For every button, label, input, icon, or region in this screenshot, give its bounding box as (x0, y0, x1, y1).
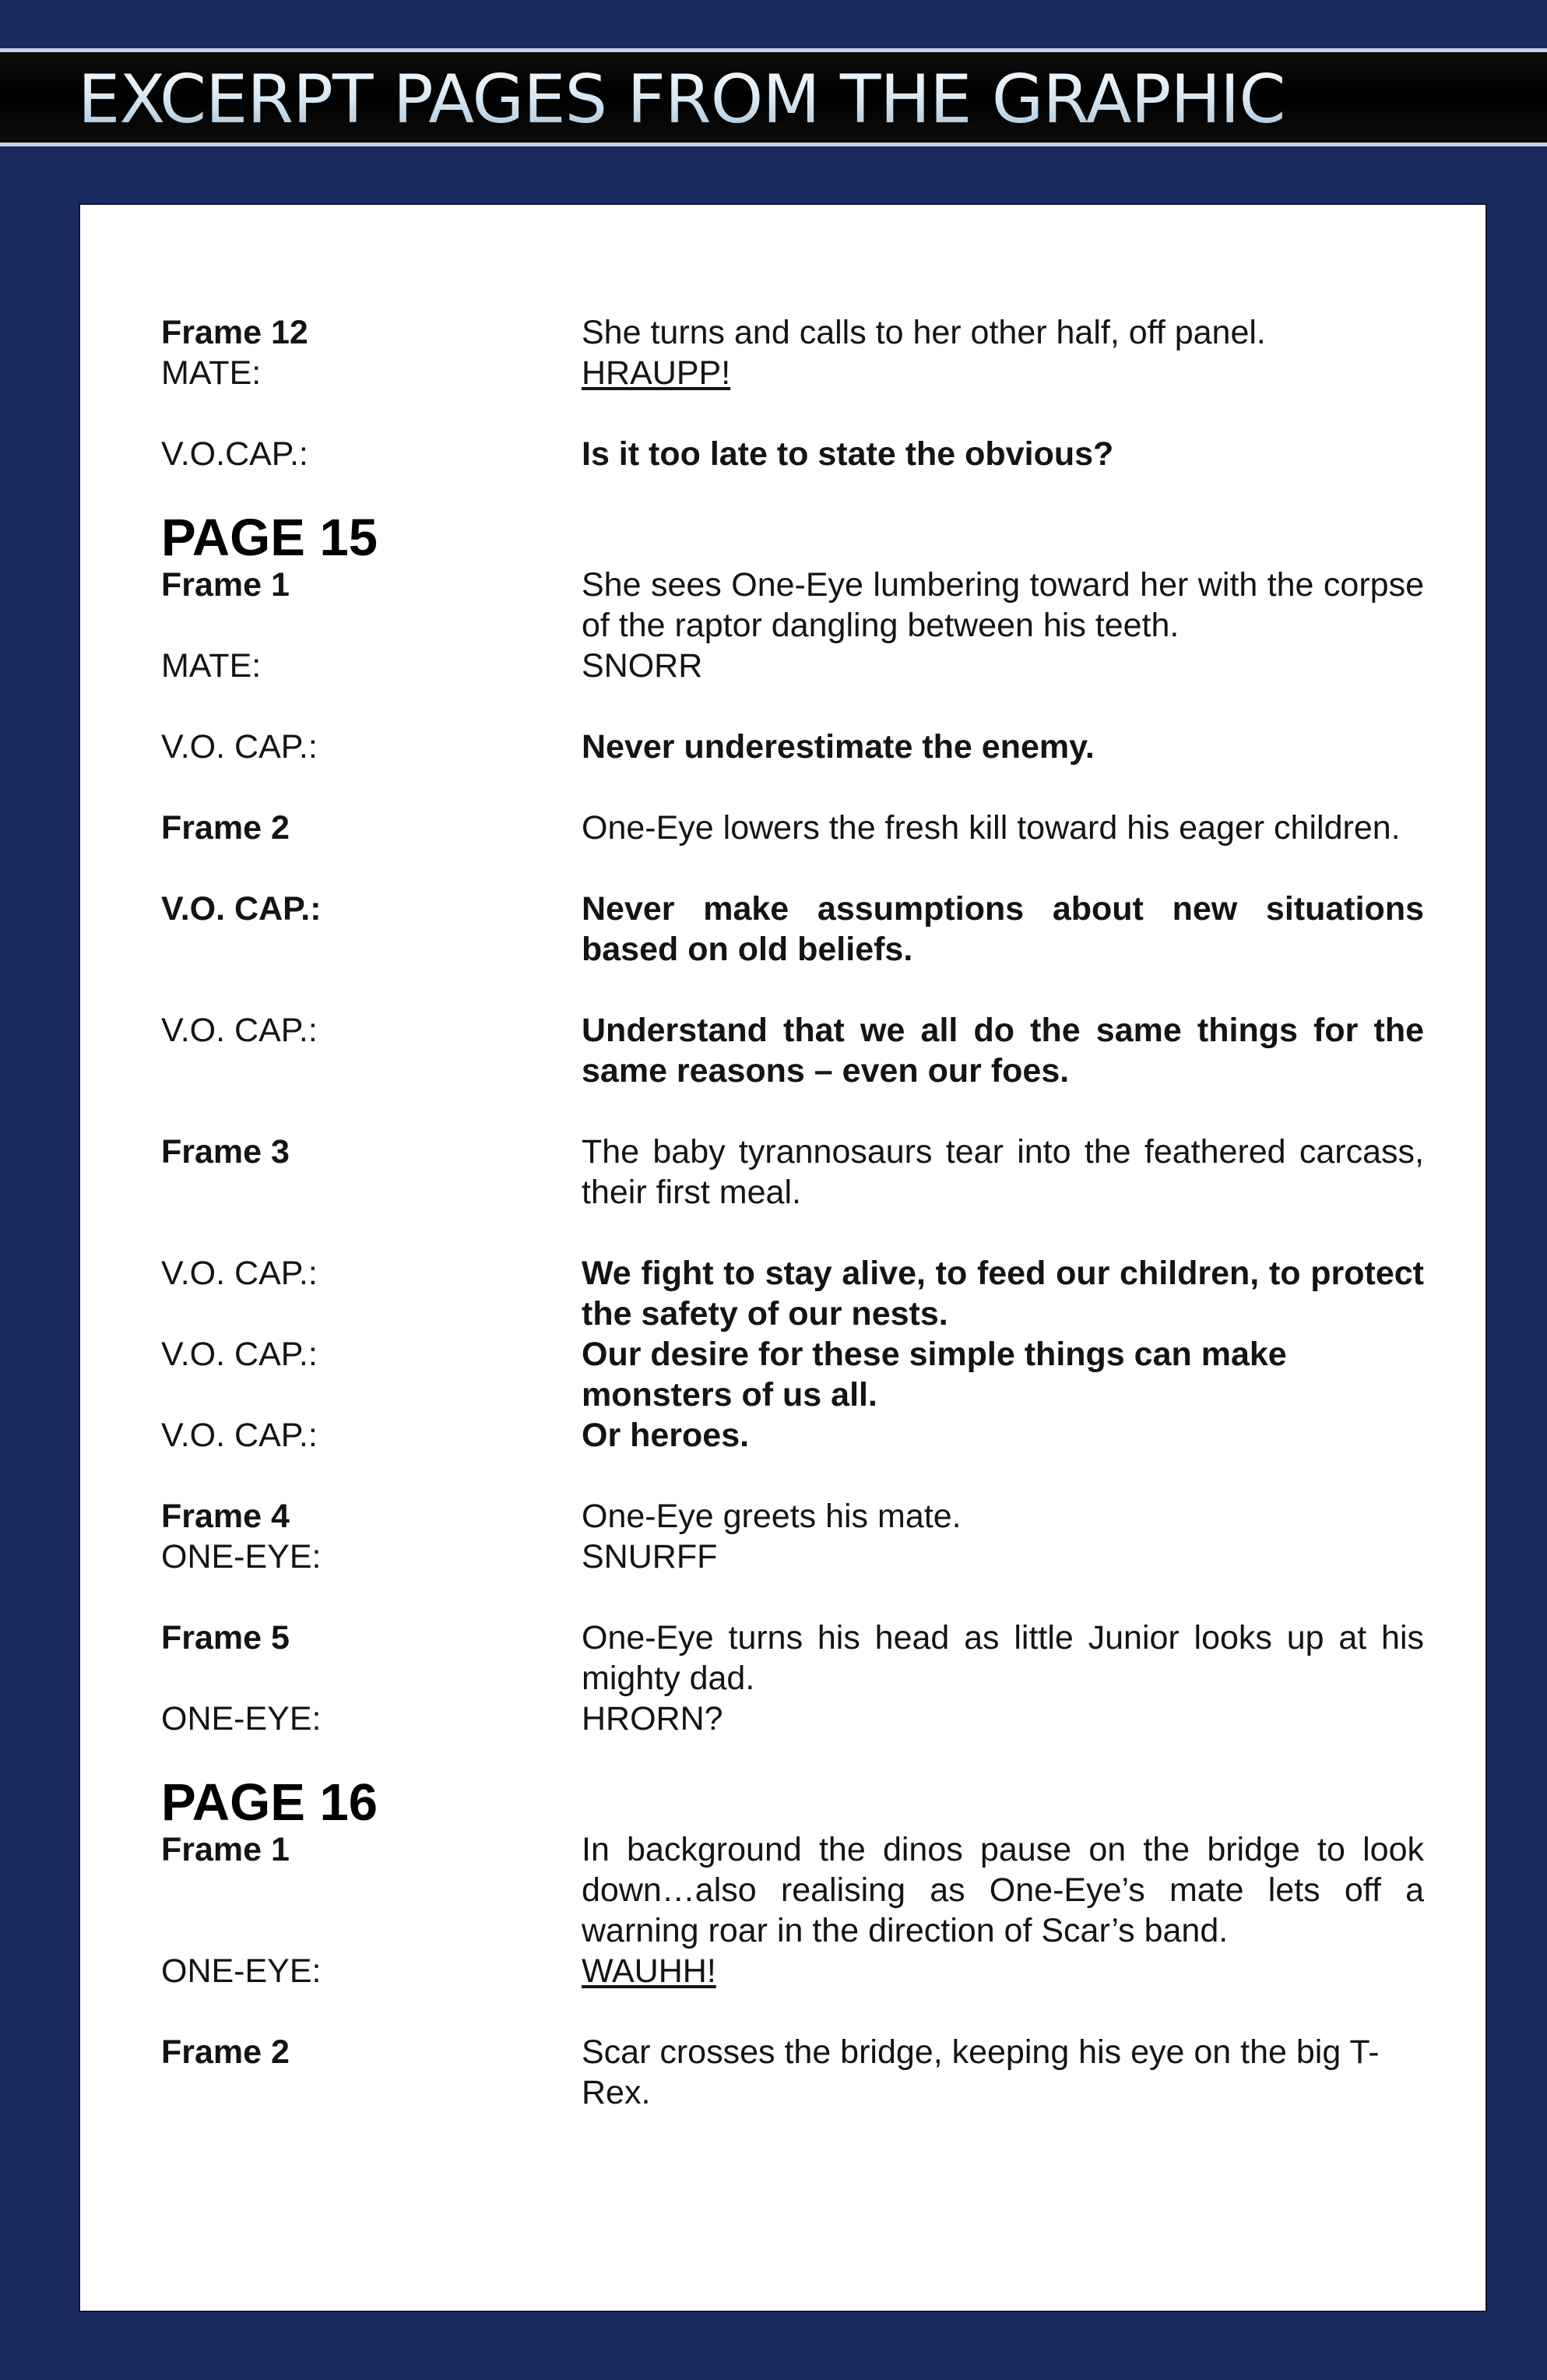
p15-frame-5-description: One-Eye turns his head as little Junior looks up at his mighty dad. (582, 1619, 1424, 1697)
p15-frame-3-row (161, 1132, 1424, 1213)
p15-vo-2-row (161, 889, 1424, 970)
p15-vo-6-row (161, 1415, 1424, 1456)
frame-12-label: Frame 12 (161, 314, 308, 351)
p15-frame-2-label: Frame 2 (161, 809, 290, 847)
p15-frame-1-label: Frame 1 (161, 566, 290, 604)
p15-vo-4-text: We fight to stay alive, to feed our children, to protect the safety of our nests. (582, 1255, 1424, 1333)
p15-one-eye-label-1: ONE-EYE: (161, 1538, 322, 1576)
p15-frame-5-label: Frame 5 (161, 1619, 290, 1656)
p15-mate-row (161, 646, 1424, 686)
frame-12-row (161, 312, 1424, 353)
p15-vo-6-text: Or heroes. (582, 1417, 750, 1454)
vo-caption-text: Is it too late to state the obvious? (582, 435, 1114, 473)
p15-mate-sound: SNORR (582, 647, 703, 685)
page-16-heading: PAGE 16 (161, 1773, 378, 1832)
p15-one-eye-label-2: ONE-EYE: (161, 1700, 322, 1737)
p15-one-eye-sound-1: SNURFF (582, 1538, 718, 1576)
p15-one-eye-row-1 (161, 1537, 1424, 1577)
mate-dialogue-row (161, 353, 1424, 393)
p16-one-eye-sound: WAUHH! (582, 1952, 716, 1990)
p16-one-eye-row (161, 1951, 1424, 1991)
p15-vo-6-label: V.O. CAP.: (161, 1417, 318, 1454)
p15-vo-1-label: V.O. CAP.: (161, 728, 318, 766)
script-body (161, 312, 1424, 2113)
p15-vo-1-text: Never underestimate the enemy. (582, 728, 1095, 766)
p15-frame-3-label: Frame 3 (161, 1133, 290, 1171)
p16-frame-2-label: Frame 2 (161, 2033, 290, 2071)
p15-frame-4-description: One-Eye greets his mate. (582, 1498, 962, 1535)
p15-one-eye-row-2 (161, 1699, 1424, 1739)
p16-frame-1-label: Frame 1 (161, 1831, 290, 1868)
p15-frame-2-description: One-Eye lowers the fresh kill toward his eager children. (582, 809, 1401, 847)
p15-vo-4-label: V.O. CAP.: (161, 1255, 318, 1292)
p15-frame-1-row (161, 565, 1424, 646)
mate-label: MATE: (161, 354, 262, 392)
p15-vo-2-label: V.O. CAP.: (161, 890, 322, 928)
script-page (79, 203, 1487, 2312)
p15-frame-5-row (161, 1618, 1424, 1699)
p15-frame-3-description: The baby tyrannosaurs tear into the feathered carcass, their first meal. (582, 1133, 1424, 1211)
vo-caption-row (161, 434, 1424, 474)
banner-title: EXCERPT PAGES FROM THE GRAPHIC (78, 58, 1542, 141)
p15-vo-3-label: V.O. CAP.: (161, 1012, 318, 1049)
p16-frame-1-description: In background the dinos pause on the bridge to look down…also realising as One-Eye’s mate lets off a warning roar in the direction of Scar’s band. (582, 1831, 1424, 1949)
frame-12-description: She turns and calls to her other half, off panel. (582, 314, 1266, 351)
p16-frame-2-description: Scar crosses the bridge, keeping his eye on the big T-Rex. (582, 2033, 1380, 2111)
p15-vo-4-row (161, 1253, 1424, 1334)
page-15-heading: PAGE 15 (161, 509, 378, 567)
vo-caption-label: V.O.CAP.: (161, 435, 308, 473)
p15-vo-5-text: Our desire for these simple things can make monsters of us all. (582, 1336, 1287, 1414)
p15-mate-label: MATE: (161, 647, 262, 685)
p16-frame-2-row (161, 2032, 1424, 2113)
p15-one-eye-sound-2: HRORN? (582, 1700, 723, 1737)
p15-vo-1-row (161, 727, 1424, 767)
p15-vo-5-label: V.O. CAP.: (161, 1336, 318, 1373)
p16-frame-1-row (161, 1829, 1424, 1951)
p16-one-eye-label: ONE-EYE: (161, 1952, 322, 1990)
p15-frame-4-label: Frame 4 (161, 1498, 290, 1535)
p15-vo-3-row (161, 1010, 1424, 1091)
mate-sound-effect: HRAUPP! (582, 354, 731, 392)
p15-vo-3-text: Understand that we all do the same things for the same reasons – even our foes. (582, 1012, 1424, 1090)
title-banner (0, 48, 1547, 146)
p15-frame-4-row (161, 1496, 1424, 1537)
p15-vo-5-row (161, 1334, 1424, 1415)
p15-frame-2-row (161, 808, 1424, 848)
p15-frame-1-description: She sees One-Eye lumbering toward her with the corpse of the raptor dangling between his teeth. (582, 566, 1424, 644)
p15-vo-2-text: Never make assumptions about new situations based on old beliefs. (582, 890, 1424, 968)
